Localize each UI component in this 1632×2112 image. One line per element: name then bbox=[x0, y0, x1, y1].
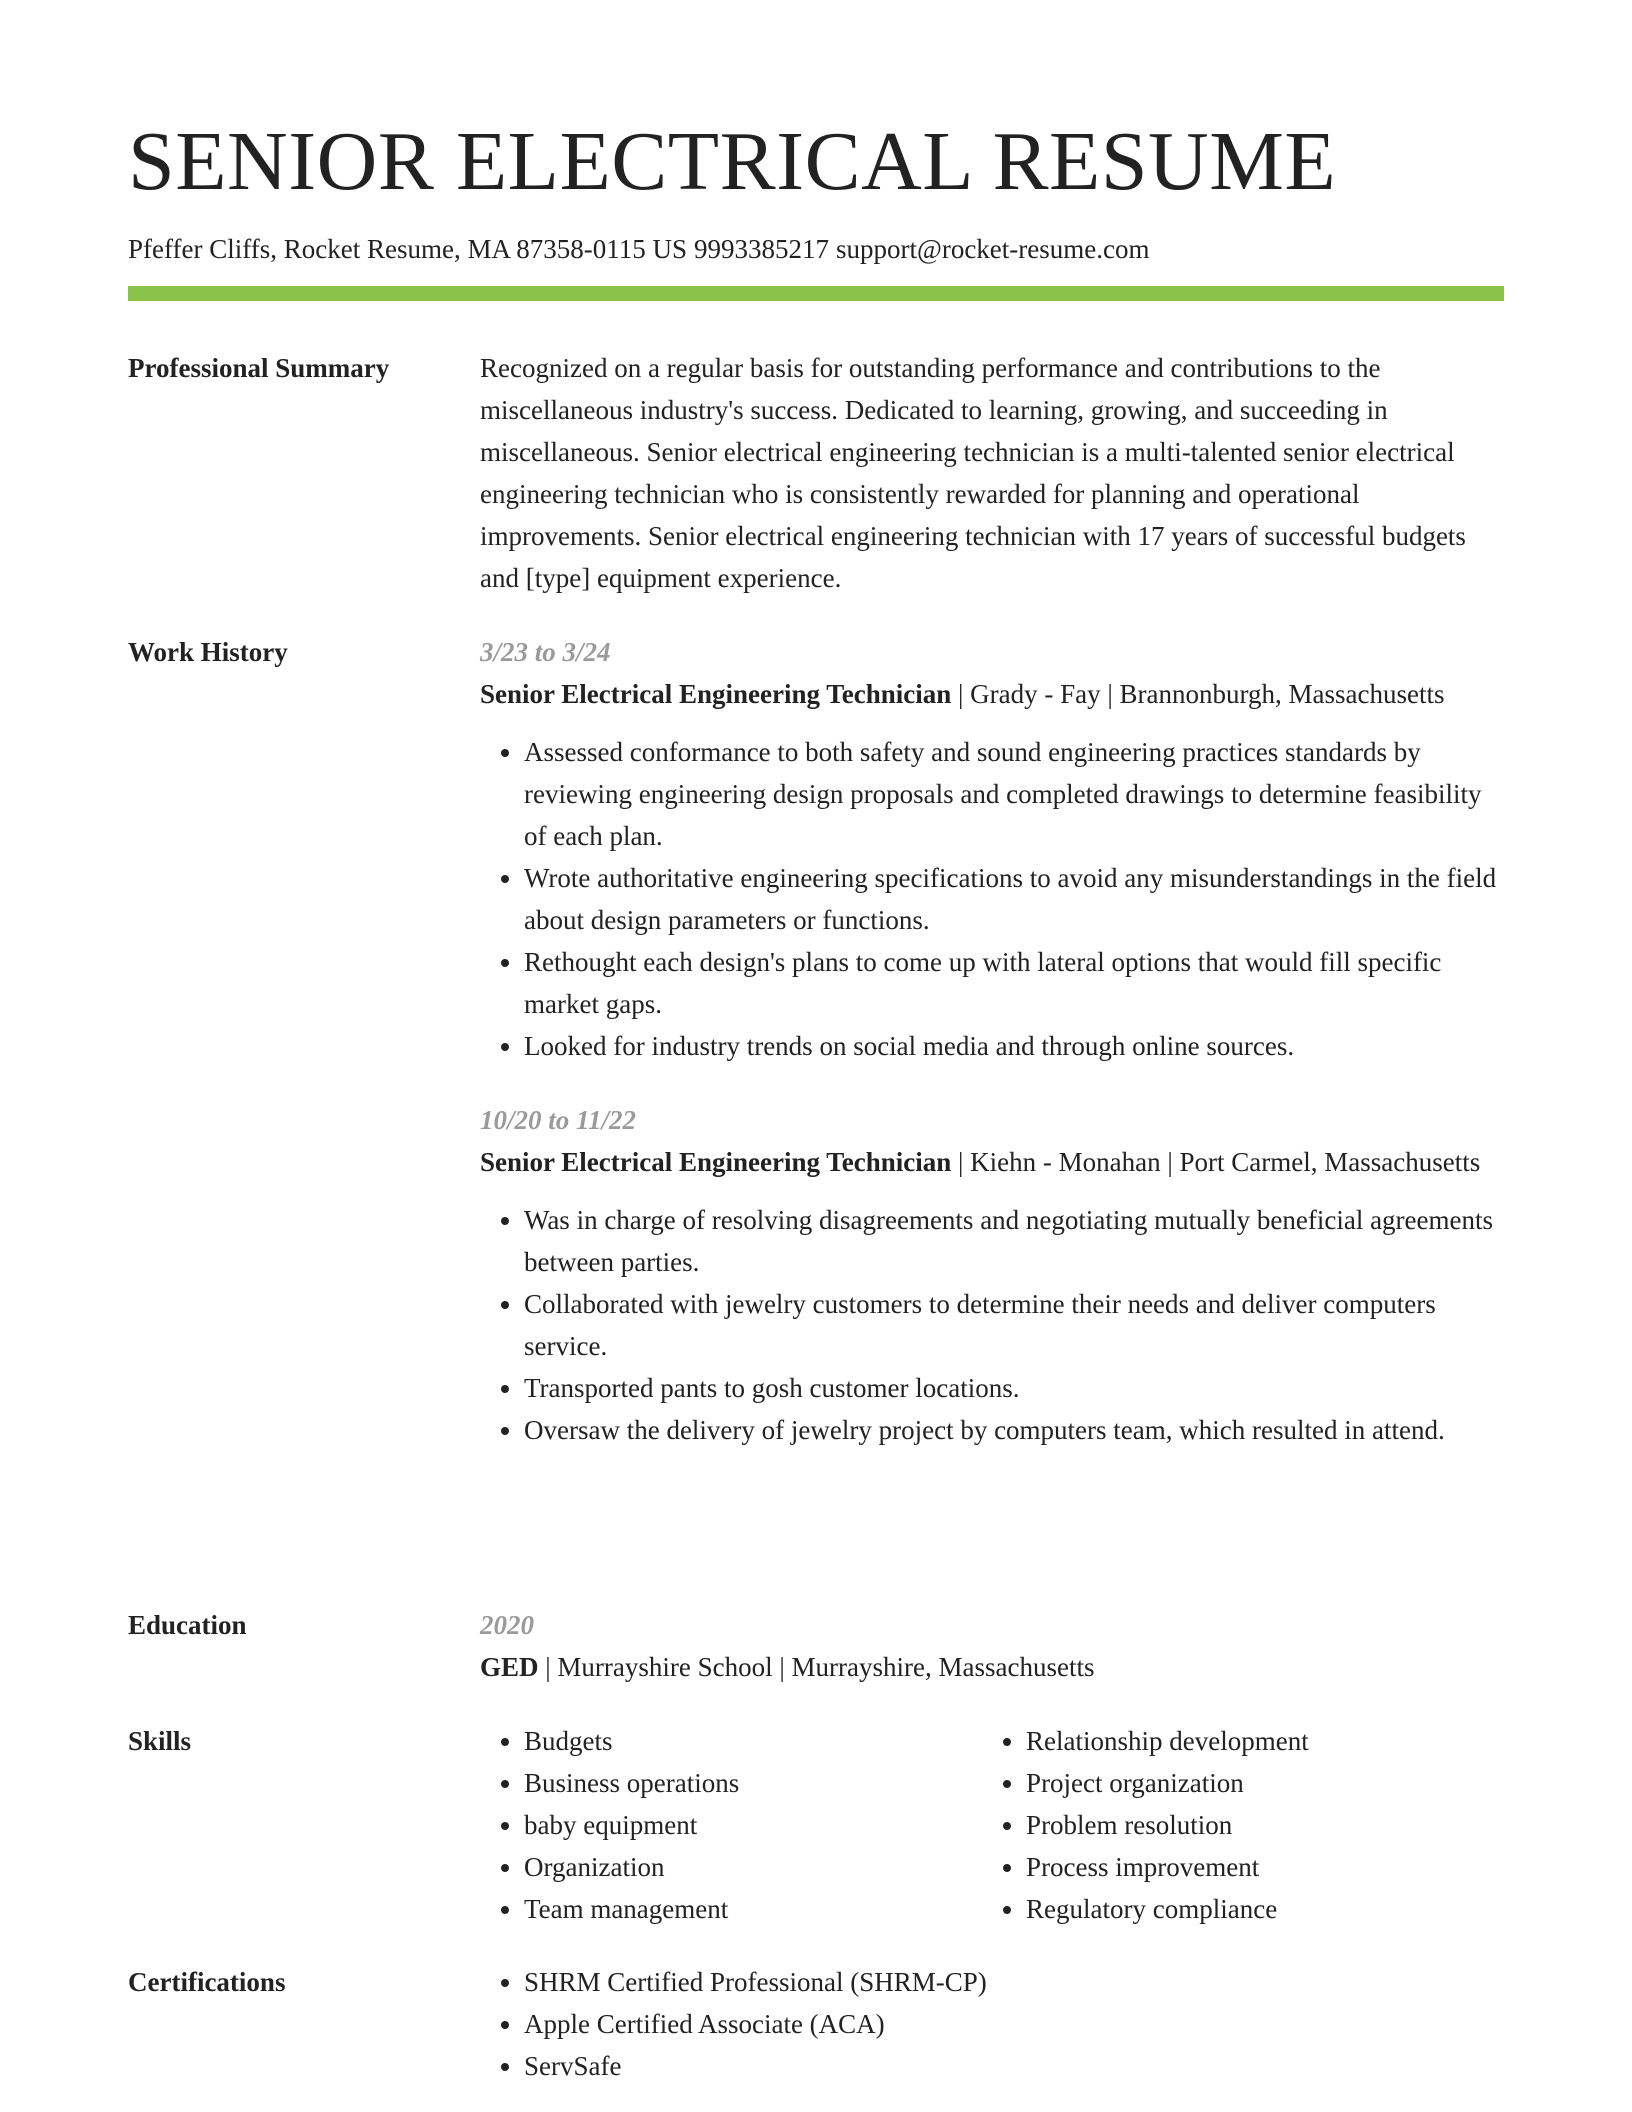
education-heading bbox=[480, 1646, 1504, 1688]
skill-item: • Budgets bbox=[524, 1720, 982, 1762]
skills-body bbox=[480, 1720, 1504, 1930]
header-divider bbox=[128, 286, 1504, 301]
certification-item: • ServSafe bbox=[524, 2045, 1504, 2087]
contact-address: Pfeffer Cliffs, Rocket Resume, MA 87358-0115 US bbox=[128, 234, 687, 264]
skill-item: • Problem resolution bbox=[1026, 1804, 1504, 1846]
job-bullet: • Looked for industry trends on social media and through online sources. bbox=[524, 1025, 1504, 1067]
summary-body bbox=[480, 347, 1504, 599]
job-dates: 3/23 to 3/24 bbox=[480, 637, 611, 667]
skill-item: • Regulatory compliance bbox=[1026, 1888, 1504, 1930]
certifications-body bbox=[480, 1961, 1504, 2087]
job-bullets bbox=[480, 1199, 1504, 1451]
contact-line bbox=[128, 232, 1150, 266]
certification-item: • Apple Certified Associate (ACA) bbox=[524, 2003, 1504, 2045]
section-label-education: Education bbox=[128, 1610, 247, 1640]
skill-item: • baby equipment bbox=[524, 1804, 982, 1846]
job-heading bbox=[480, 1141, 1504, 1183]
skills-list-right bbox=[982, 1720, 1504, 1930]
contact-phone: 9993385217 bbox=[693, 234, 829, 264]
contact-email: support@rocket-resume.com bbox=[835, 234, 1150, 264]
job-details: | Grady - Fay | Brannonburgh, Massachusetts bbox=[951, 679, 1445, 709]
skills-columns bbox=[480, 1720, 1504, 1930]
job-title: Senior Electrical Engineering Technician bbox=[480, 679, 952, 709]
skill-item: • Business operations bbox=[524, 1762, 982, 1804]
skill-item: • Relationship development bbox=[1026, 1720, 1504, 1762]
job-title: Senior Electrical Engineering Technician bbox=[480, 1147, 952, 1177]
skills-list-left bbox=[480, 1720, 982, 1930]
skill-item: • Organization bbox=[524, 1846, 982, 1888]
certifications-list bbox=[480, 1961, 1504, 2087]
education-details: | Murrayshire School | Murrayshire, Massachusetts bbox=[538, 1652, 1095, 1682]
section-label-work-history: Work History bbox=[128, 637, 288, 667]
skill-item: • Process improvement bbox=[1026, 1846, 1504, 1888]
job-bullet: • Oversaw the delivery of jewelry project by computers team, which resulted in attend. bbox=[524, 1409, 1504, 1451]
summary-text: Recognized on a regular basis for outstanding performance and contributions to the miscellaneous industry's success. Dedicated to learning, growing, and succeeding in miscellaneous. Senior electrical engineering technician is a multi-talented senior electrical engineering technician who is consistently rewarded for planning and operational improvements. Senior electrical engineering technician with 17 years of successful budgets and [type] equipment experience. bbox=[480, 353, 1466, 593]
education-degree: GED bbox=[480, 1652, 539, 1682]
job-bullet: • Collaborated with jewelry customers to determine their needs and deliver computers service. bbox=[524, 1283, 1504, 1367]
skill-item: • Project organization bbox=[1026, 1762, 1504, 1804]
section-label-skills: Skills bbox=[128, 1726, 192, 1756]
job-details: | Kiehn - Monahan | Port Carmel, Massachusetts bbox=[951, 1147, 1481, 1177]
education-body bbox=[480, 1604, 1504, 1688]
job-dates: 10/20 to 11/22 bbox=[480, 1105, 637, 1135]
job-heading bbox=[480, 673, 1504, 715]
work-history-body bbox=[480, 631, 1504, 1451]
resume-title: SENIOR ELECTRICAL RESUME bbox=[128, 115, 1337, 208]
job-entry bbox=[480, 1099, 1504, 1451]
job-bullet: • Transported pants to gosh customer locations. bbox=[524, 1367, 1504, 1409]
section-label-certifications: Certifications bbox=[128, 1967, 286, 1997]
job-entry bbox=[480, 631, 1504, 1067]
job-bullet: • Wrote authoritative engineering specifications to avoid any misunderstandings in the field about design parameters or functions. bbox=[524, 857, 1504, 941]
job-bullets bbox=[480, 731, 1504, 1067]
job-bullet: • Assessed conformance to both safety and sound engineering practices standards by reviewing engineering design proposals and completed drawings to determine feasibility of each plan. bbox=[524, 731, 1504, 857]
skill-item: • Team management bbox=[524, 1888, 982, 1930]
job-bullet: • Was in charge of resolving disagreements and negotiating mutually beneficial agreements between parties. bbox=[524, 1199, 1504, 1283]
education-year: 2020 bbox=[480, 1610, 534, 1640]
section-label-summary: Professional Summary bbox=[128, 353, 390, 383]
job-bullet: • Rethought each design's plans to come up with lateral options that would fill specific market gaps. bbox=[524, 941, 1504, 1025]
certification-item: • SHRM Certified Professional (SHRM-CP) bbox=[524, 1961, 1504, 2003]
